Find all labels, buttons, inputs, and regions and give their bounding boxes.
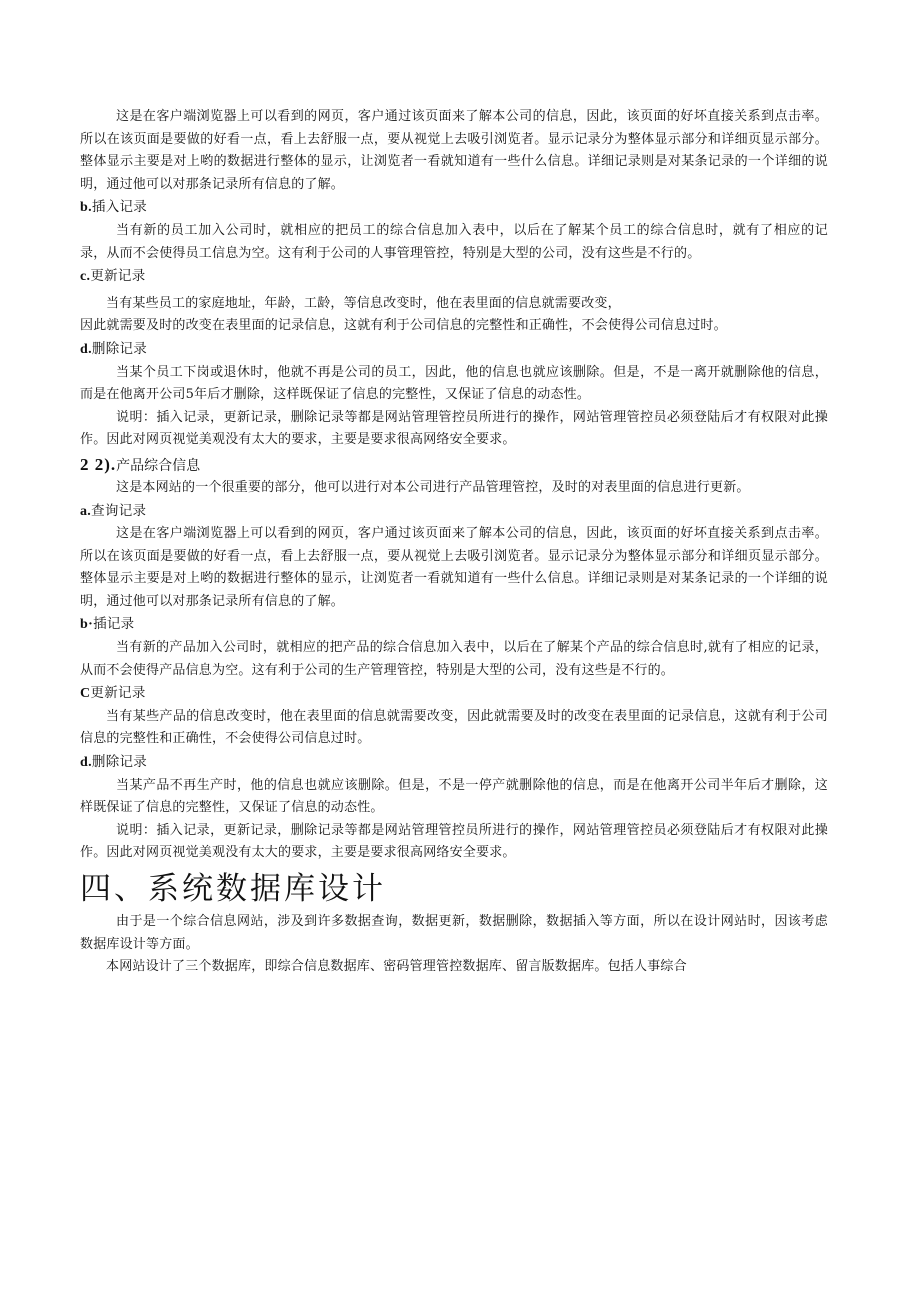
heading-text: 更新记录 <box>90 268 146 285</box>
section-title: 产品综合信息 <box>116 457 201 474</box>
heading-update-record <box>80 265 828 289</box>
paragraph-database-intro: 由于是一个综合信息网站，涉及到许多数据查询，数据更新，数据删除，数据插入等方面，所以在设计网站时，因该考虑数据库设计等方面。 <box>80 914 828 952</box>
heading-text: 插入记录 <box>91 199 148 216</box>
heading-text: 插记录 <box>93 616 135 633</box>
heading-marker: d. <box>80 341 92 357</box>
paragraph-insert-product: 当有新的产品加入公司时，就相应的把产品的综合信息加入表中，以后在了解某个产品的综合信息时,就有了相应的记录，从而不会使得产品信息为空。这有利于公司的生产管理管控，特别是大型的公司，没有这些是不行的。 <box>80 640 828 678</box>
chapter-title: 四、系统数据库设计 <box>80 871 386 907</box>
heading-delete-record <box>80 338 828 362</box>
heading-marker: b· <box>80 617 94 633</box>
paragraph-product-query: 这是在客户端浏览器上可以看到的网页，客户通过该页面来了解本公司的信息，因此，该页面的好坏直接关系到点击率。所以在该页面是要做的好看一点，看上去舒服一点，要从视觉上去吸引浏览者。显示记录分为整体显示部分和详细页显示部分。整体显示主要是对上哟的数据进行整体的显示，让浏览者一看就知道有一些什么信息。详细记录则是对某条记录的一个详细的说明，通过他可以对那条记录所有信息的了解。 <box>80 526 828 609</box>
section-number: 2 2). <box>80 454 117 474</box>
heading-text: 查询记录 <box>91 502 147 519</box>
paragraph-product-intro: 这是本网站的一个很重要的部分，他可以进行对本公司进行产品管理管控，及时的对表里面的信息进行更新。 <box>116 479 750 495</box>
document-body <box>80 106 828 979</box>
heading-insert-product-record <box>80 613 828 637</box>
heading-insert-record <box>80 196 828 220</box>
paragraph-query-display: 这是在客户端浏览器上可以看到的网页，客户通过该页面来了解本公司的信息，因此，该页面的好坏直接关系到点击率。所以在该页面是要做的好看一点，看上去舒服一点，要从视觉上去吸引浏览者。显示记录分为整体显示部分和详细页显示部分。整体显示主要是对上哟的数据进行整体的显示，让浏览者一看就知道有一些什么信息。详细记录则是对某条记录的一个详细的说明，通过他可以对那条记录所有信息的了解。 <box>80 109 828 192</box>
paragraph-database-list: 本网站设计了三个数据库，即综合信息数据库、密码管理管控数据库、留言版数据库。包括人事综合 <box>106 959 687 975</box>
paragraph-delete-employee: 当某个员工下岗或退休时，他就不再是公司的员工，因此，他的信息也就应该删除。但是，不是一离开就删除他的信息，而是在他离开公司5年后才删除，这样既保证了信息的完整性，又保证了信息的动态性。 <box>80 364 828 403</box>
heading-marker: b. <box>80 200 92 216</box>
paragraph-update-employee-line1: 当有某些员工的家庭地址，年龄，工龄，等信息改变时，他在表里面的信息就需要改变， <box>106 295 621 311</box>
heading-marker: C <box>80 686 91 702</box>
heading-marker: c. <box>80 269 91 285</box>
paragraph-update-product: 当有某些产品的信息改变时，他在表里面的信息就需要改变，因此就需要及时的改变在表里面的记录信息，这就有利于公司信息的完整性和正确性，不会使得公司信息过时。 <box>80 708 828 747</box>
heading-query-record <box>80 500 828 524</box>
heading-update-product-record <box>80 682 828 706</box>
heading-delete-product-record <box>80 751 828 775</box>
heading-marker: a. <box>80 503 92 519</box>
paragraph-update-employee-line2: 因此就需要及时的改变在表里面的记录信息，这就有利于公司信息的完整性和正确性，不会使得公司信息过时。 <box>80 318 727 334</box>
paragraph-note-employee: 说明：插入记录，更新记录，删除记录等都是网站管理管控员所进行的操作，网站管理管控员必须登陆后才有权限对此操作。因此对网页视觉美观没有太大的要求，主要是要求很高网络安全要求。 <box>80 409 828 448</box>
paragraph-note-product: 说明：插入记录，更新记录，删除记录等都是网站管理管控员所进行的操作，网站管理管控员必须登陆后才有权限对此操作。因此对网页视觉美观没有太大的要求，主要是要求很高网络安全要求。 <box>80 822 828 861</box>
paragraph-delete-product: 当某产品不再生产时，他的信息也就应该删除。但是，不是一停产就删除他的信息，而是在他离开公司半年后才删除，这样既保证了信息的完整性，又保证了信息的动态性。 <box>80 777 828 816</box>
heading-text: 删除记录 <box>91 340 148 357</box>
heading-marker: d. <box>80 755 92 771</box>
heading-text: 更新记录 <box>90 685 146 702</box>
section-product-info <box>80 454 828 477</box>
heading-text: 删除记录 <box>91 754 148 771</box>
paragraph-insert-employee: 当有新的员工加入公司时，就相应的把员工的综合信息加入表中，以后在了解某个员工的综合信息时，就有了相应的记录，从而不会使得员工信息为空。这有利于公司的人事管理管控，特别是大型的公司，没有这些是不行的。 <box>80 222 828 261</box>
